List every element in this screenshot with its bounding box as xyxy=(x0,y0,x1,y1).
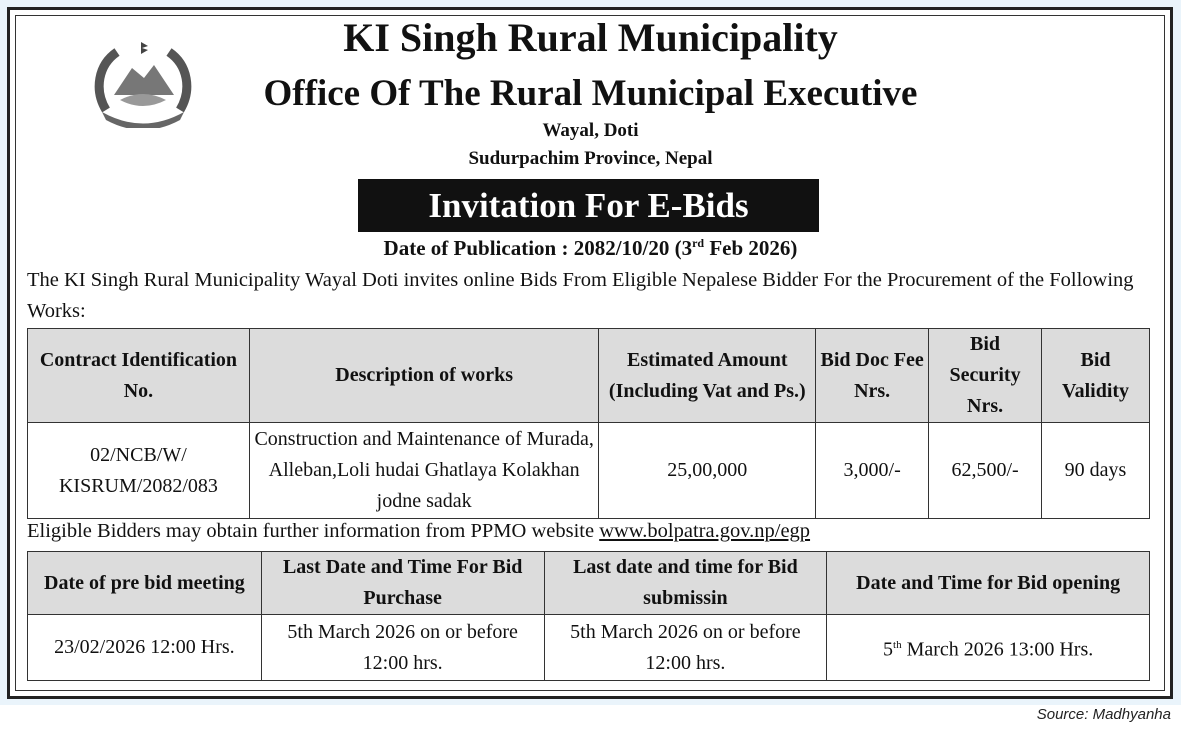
notice-banner: Invitation For E-Bids xyxy=(358,179,819,232)
cell-bid-validity: 90 days xyxy=(1042,423,1150,519)
header-bid-security: Bid Security Nrs. xyxy=(929,329,1042,423)
table-header-row xyxy=(28,552,1150,615)
table-row xyxy=(28,423,1150,519)
header-bid-submission: Last date and time for Bid submissin xyxy=(544,552,827,615)
address-line-1: Wayal, Doti xyxy=(542,120,639,141)
cell-bid-security: 62,500/- xyxy=(929,423,1042,519)
intro-text: The KI Singh Rural Municipality Wayal Doti invites online Bids From Eligible Nepalese Bidder For the Procurement of the Following Works: xyxy=(27,269,1134,322)
cell-bid-purchase: 5th March 2026 on or before 12:00 hrs. xyxy=(261,615,544,681)
municipality-title: KI Singh Rural Municipality xyxy=(343,15,838,60)
header-pre-bid-meeting: Date of pre bid meeting xyxy=(28,552,262,615)
header-estimated-amount: Estimated Amount (Including Vat and Ps.) xyxy=(599,329,816,423)
cell-bid-submission: 5th March 2026 on or before 12:00 hrs. xyxy=(544,615,827,681)
works-table xyxy=(27,328,1150,519)
header-bid-opening: Date and Time for Bid opening xyxy=(827,552,1150,615)
header-contract-id: Contract Identification No. xyxy=(28,329,250,423)
table-row xyxy=(28,615,1150,681)
header-bid-purchase: Last Date and Time For Bid Purchase xyxy=(261,552,544,615)
cell-bid-opening: 5th March 2026 13:00 Hrs. xyxy=(827,615,1150,681)
address-line-2: Sudurpachim Province, Nepal xyxy=(468,148,713,169)
header-description: Description of works xyxy=(249,329,599,423)
table-header-row xyxy=(28,329,1150,423)
header-bid-validity: Bid Validity xyxy=(1042,329,1150,423)
office-title: Office Of The Rural Municipal Executive xyxy=(263,73,918,114)
cell-pre-bid-meeting: 23/02/2026 12:00 Hrs. xyxy=(28,615,262,681)
eligibility-note: Eligible Bidders may obtain further information from PPMO website www.bolpatra.gov.np/egp xyxy=(27,520,811,542)
cell-bid-doc-fee: 3,000/- xyxy=(816,423,929,519)
cell-description: Construction and Maintenance of Murada, Alleban,Loli hudai Ghatlaya Kolakhan jodne sadak xyxy=(249,423,599,519)
cell-estimated-amount: 25,00,000 xyxy=(599,423,816,519)
header-bid-doc-fee: Bid Doc Fee Nrs. xyxy=(816,329,929,423)
source-credit: Source: Madhyanha xyxy=(1036,706,1171,723)
cell-contract-id: 02/NCB/W/ KISRUM/2082/083 xyxy=(28,423,250,519)
schedule-table xyxy=(27,551,1150,681)
ppmo-link[interactable]: www.bolpatra.gov.np/egp xyxy=(599,520,811,542)
publication-date: Date of Publication : 2082/10/20 (3rd Feb 2026) xyxy=(383,236,798,260)
